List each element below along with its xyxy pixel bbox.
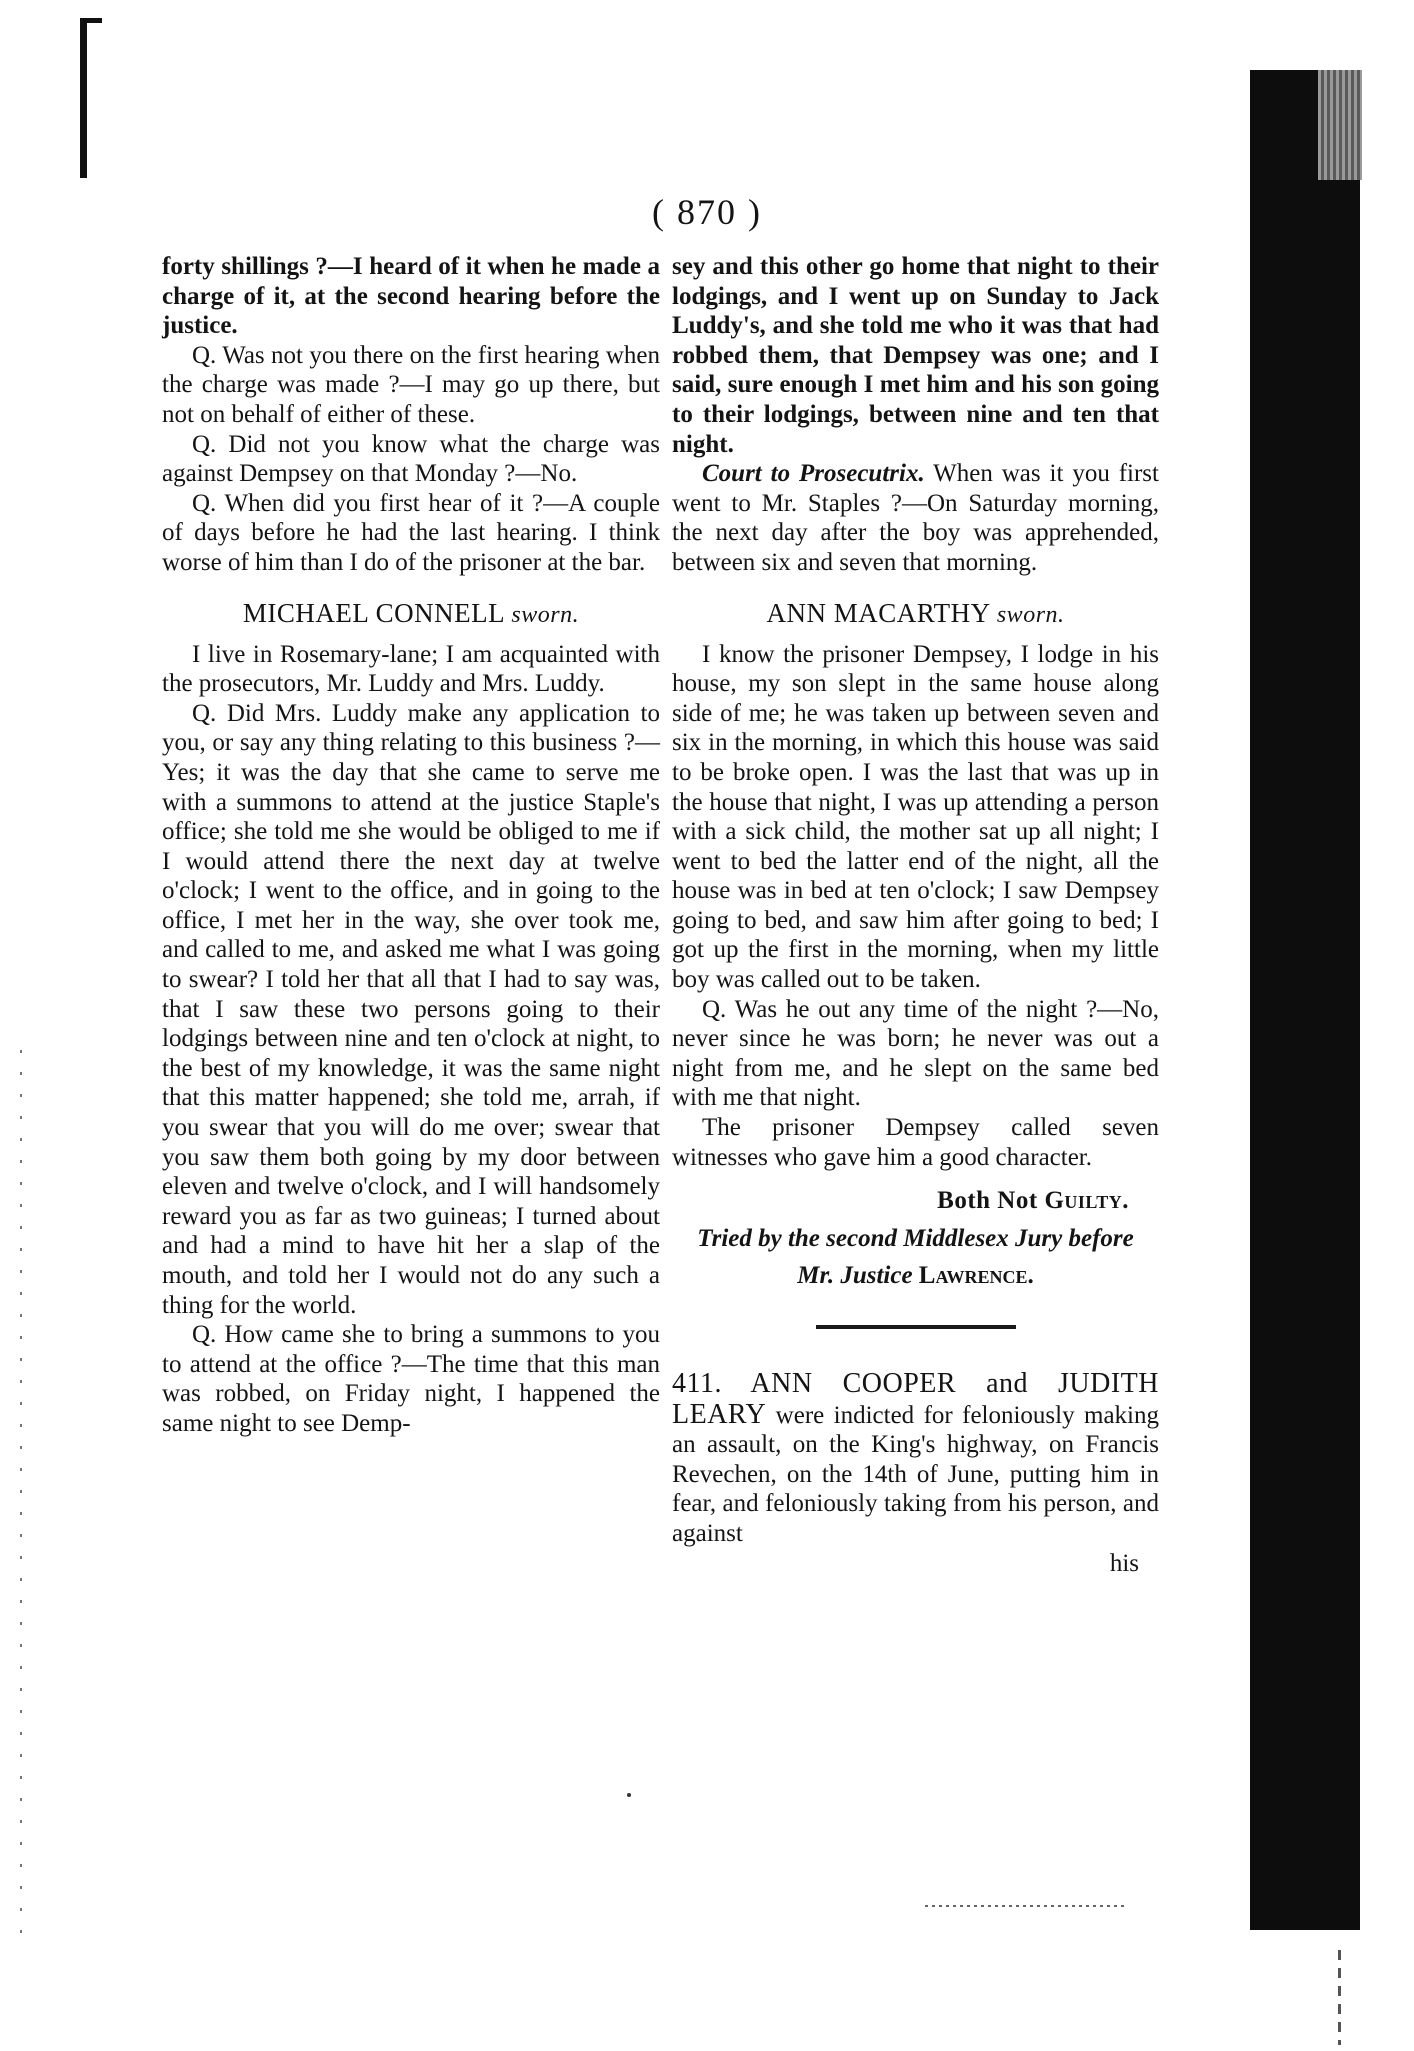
scan-edge-ticks — [1338, 1950, 1341, 2045]
tried-before-line-1: Tried by the second Middlesex Jury before — [697, 1224, 1134, 1252]
verdict-word: Guilty. — [1044, 1187, 1129, 1215]
page-number: ( 870 ) — [652, 192, 762, 232]
justice-title: Mr. Justice — [797, 1262, 919, 1290]
testimony-paragraph: I know the prisoner Dempsey, I lodge in his house, my son slept in the same house along side of me; he was taken up between seven and six in the morning, in which this house was said to be broke open. I was the last that was up in the house that night, I was up attending a person with a sick child, the mother sat up all night; I went to bed the latter end of the night, all the house was in bed at ten o'clock; I saw Dempsey going to bed, and saw him after going to bed; I got up the first in the morning, when my little boy was called out to be taken. — [672, 640, 1159, 994]
justice-name: Lawrence. — [918, 1262, 1034, 1290]
scan-margin-dots — [20, 1050, 22, 1950]
scan-bottom-dots — [925, 1905, 1125, 1907]
court-question-text: When was it you first went to Mr. Staples ?—On Saturday morning, the next day after the boy was apprehended, between six and seven that morning. — [672, 460, 1159, 576]
question-paragraph: Q. When did you first hear of it ?—A couple of days before he had the last hearing. I think worse of him than I do of the prisoner at the bar. — [162, 489, 660, 576]
question-paragraph: Q. How came she to bring a summons to you to attend at the office ?—The time that this man was robbed, on Friday night, I happened the same night to see Demp- — [162, 1321, 660, 1437]
verdict — [672, 1186, 1159, 1216]
witness-heading — [162, 598, 660, 630]
witness-name: MICHAEL CONNELL — [242, 597, 505, 628]
question-paragraph: Q. Did Mrs. Luddy make any application to you, or say any thing relating to this business ?—Yes; it was the day that she came to serve me with a summons to attend at the justice Staple's office; she told me she would be obliged to me if I would attend there the next day at twelve o'clock; I went to the office, and in going to the office, I met her in the way, she over took me, and called to me, and asked me what I was going to swear? I told her that all that I had to say was, that I saw these two persons going to their lodgings between nine and ten o'clock at night, to the best of my knowledge, it was the same night that this matter happened; she told me, arrah, if you swear that you will do me over; swear that you saw them both going by my door between eleven and twelve o'clock, and I will handsomely reward you as far as two guineas; I turned about and had a mind to have hit her a slap of the mouth, and told her I would not do any such a thing for the world. — [162, 699, 660, 1319]
witness-heading — [672, 598, 1159, 630]
case-heading: 411. ANN COOPER and JUDITH LEARY — [672, 1368, 1159, 1430]
sworn-label: sworn. — [996, 601, 1065, 628]
question-paragraph: Q. Was he out any time of the night ?—No, never since he was born; he never was out a night from me, and he slept on the same bed with me that night. — [672, 995, 1159, 1112]
catchword: his — [1109, 1549, 1139, 1577]
witness-name: ANN MACARTHY — [766, 597, 990, 628]
court-to-prosecutrix-label: Court to Prosecutrix. — [702, 460, 925, 488]
tried-before-line-2 — [672, 1261, 1159, 1291]
sworn-label: sworn. — [511, 601, 580, 628]
testimony-paragraph: I live in Rosemary-lane; I am acquainted with the prosecutors, Mr. Luddy and Mrs. Luddy. — [162, 640, 660, 698]
court-question-paragraph — [672, 459, 1159, 577]
section-divider — [816, 1325, 1016, 1329]
right-column — [672, 252, 1159, 1578]
case-text: were indicted for feloniously making an assault, on the King's highway, on Francis Revechen, on the 14th of June, putting him in fear, and feloniously taking from his person, and against — [672, 1401, 1159, 1547]
scan-binding-edge — [1250, 70, 1360, 1930]
scan-margin-tick — [80, 18, 102, 23]
case-paragraph — [672, 1369, 1159, 1549]
stray-ink-dot — [627, 1793, 631, 1797]
scan-edge-texture — [1318, 70, 1362, 180]
verdict-lead: Both Not — [937, 1187, 1045, 1215]
left-column — [162, 252, 660, 1439]
paragraph: sey and this other go home that night to their lodgings, and I went up on Sunday to Jack Luddy's, and she told me who it was that had robbed them, that Dempsey was one; and I said, sure enough I met him and his son going to their lodgings, between nine and ten that night. — [672, 253, 1159, 458]
question-paragraph: Q. Was not you there on the first hearing when the charge was made ?—I may go up there, but not on behalf of either of these. — [162, 341, 660, 428]
scan-margin-bar — [80, 18, 87, 178]
question-paragraph: Q. Did not you know what the charge was against Dempsey on that Monday ?—No. — [162, 430, 660, 488]
testimony-paragraph: The prisoner Dempsey called seven witnesses who gave him a good character. — [672, 1114, 1159, 1171]
paragraph: forty shillings ?—I heard of it when he made a charge of it, at the second hearing before the justice. — [162, 253, 660, 340]
